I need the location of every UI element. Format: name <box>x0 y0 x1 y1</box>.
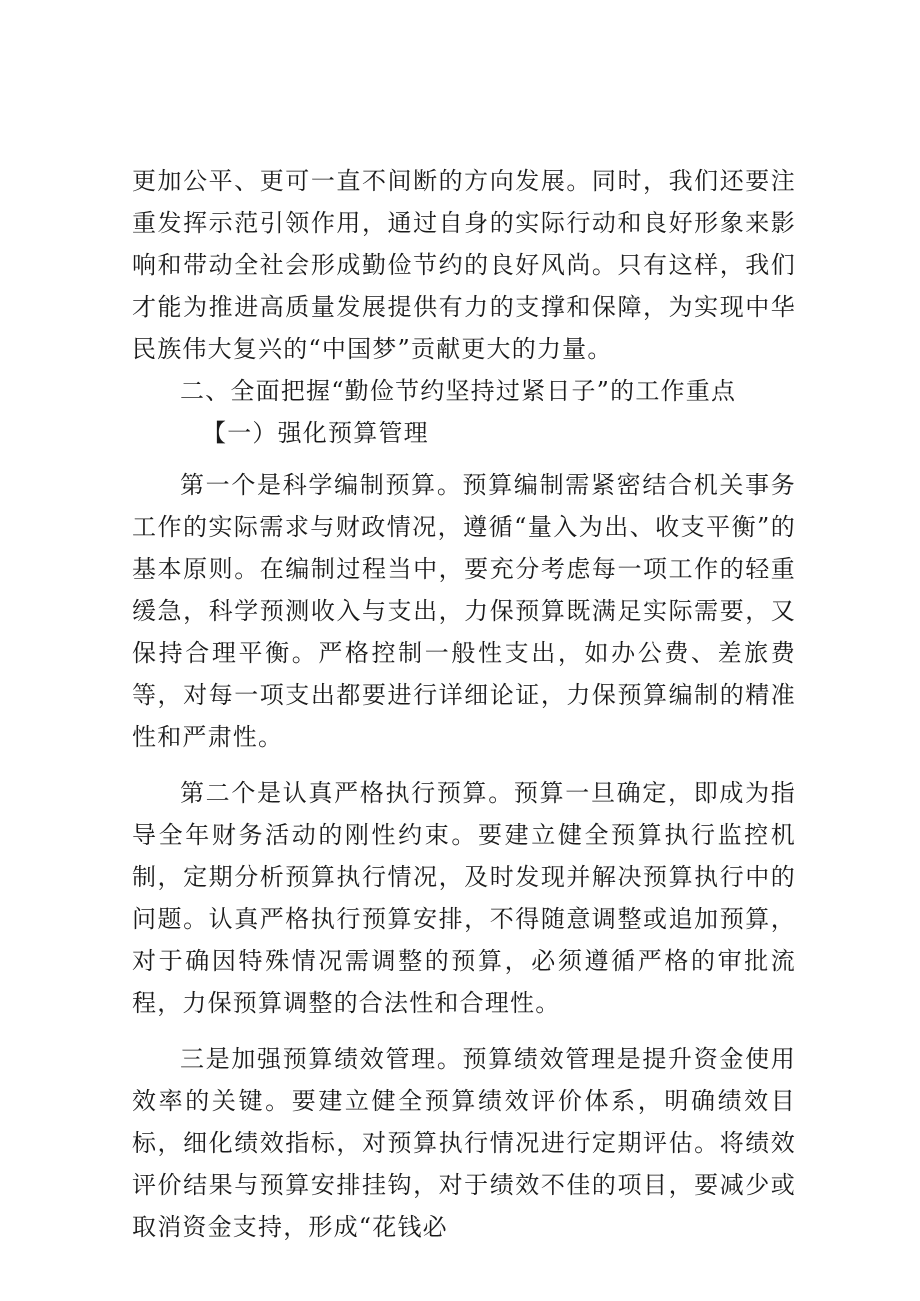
subsection-heading: 【一）强化预算管理 <box>202 419 429 447</box>
document-body <box>132 160 796 1248</box>
section-heading: 二、全面把握“勤俭节约坚持过紧日子”的工作重点 <box>180 377 737 405</box>
paragraph-budget-execution: 第二个是认真严格执行预算。预算一旦确定，即成为指导全年财务活动的刚性约束。要建立健全预算执行监控机制，定期分析预算执行情况，及时发现并解决预算执行中的问题。认真严格执行预算安排，不得随意调整或追加预算，对于确因特殊情况需调整的预算，必须遵循严格的审批流程，力保预算调整的合法性和合理性。 <box>132 779 796 1017</box>
paragraph-budget-performance: 三是加强预算绩效管理。预算绩效管理是提升资金使用效率的关键。要建立健全预算绩效评价体系，明确绩效目标，细化绩效指标，对预算执行情况进行定期评估。将绩效评价结果与预算安排挂钩，对于绩效不佳的项目，要减少或取消资金支持，形成“花钱必 <box>132 1045 796 1241</box>
continuation-paragraph: 更加公平、更可一直不间断的方向发展。同时，我们还要注重发挥示范引领作用，通过自身的实际行动和良好形象来影响和带动全社会形成勤俭节约的良好风尚。只有这样，我们才能为推进高质量发展提供有力的支撑和保障，为实现中华民族伟大复兴的“中国梦”贡献更大的力量。 <box>132 167 796 363</box>
paragraph-budget-compilation: 第一个是科学编制预算。预算编制需紧密结合机关事务工作的实际需求与财政情况，遵循“量入为出、收支平衡”的基本原则。在编制过程当中，要充分考虑每一项工作的轻重缓急，科学预测收入与支出，力保预算既满足实际需要，又保持合理平衡。严格控制一般性支出，如办公费、差旅费等，对每一项支出都要进行详细论证，力保预算编制的精准性和严肃性。 <box>132 471 796 751</box>
